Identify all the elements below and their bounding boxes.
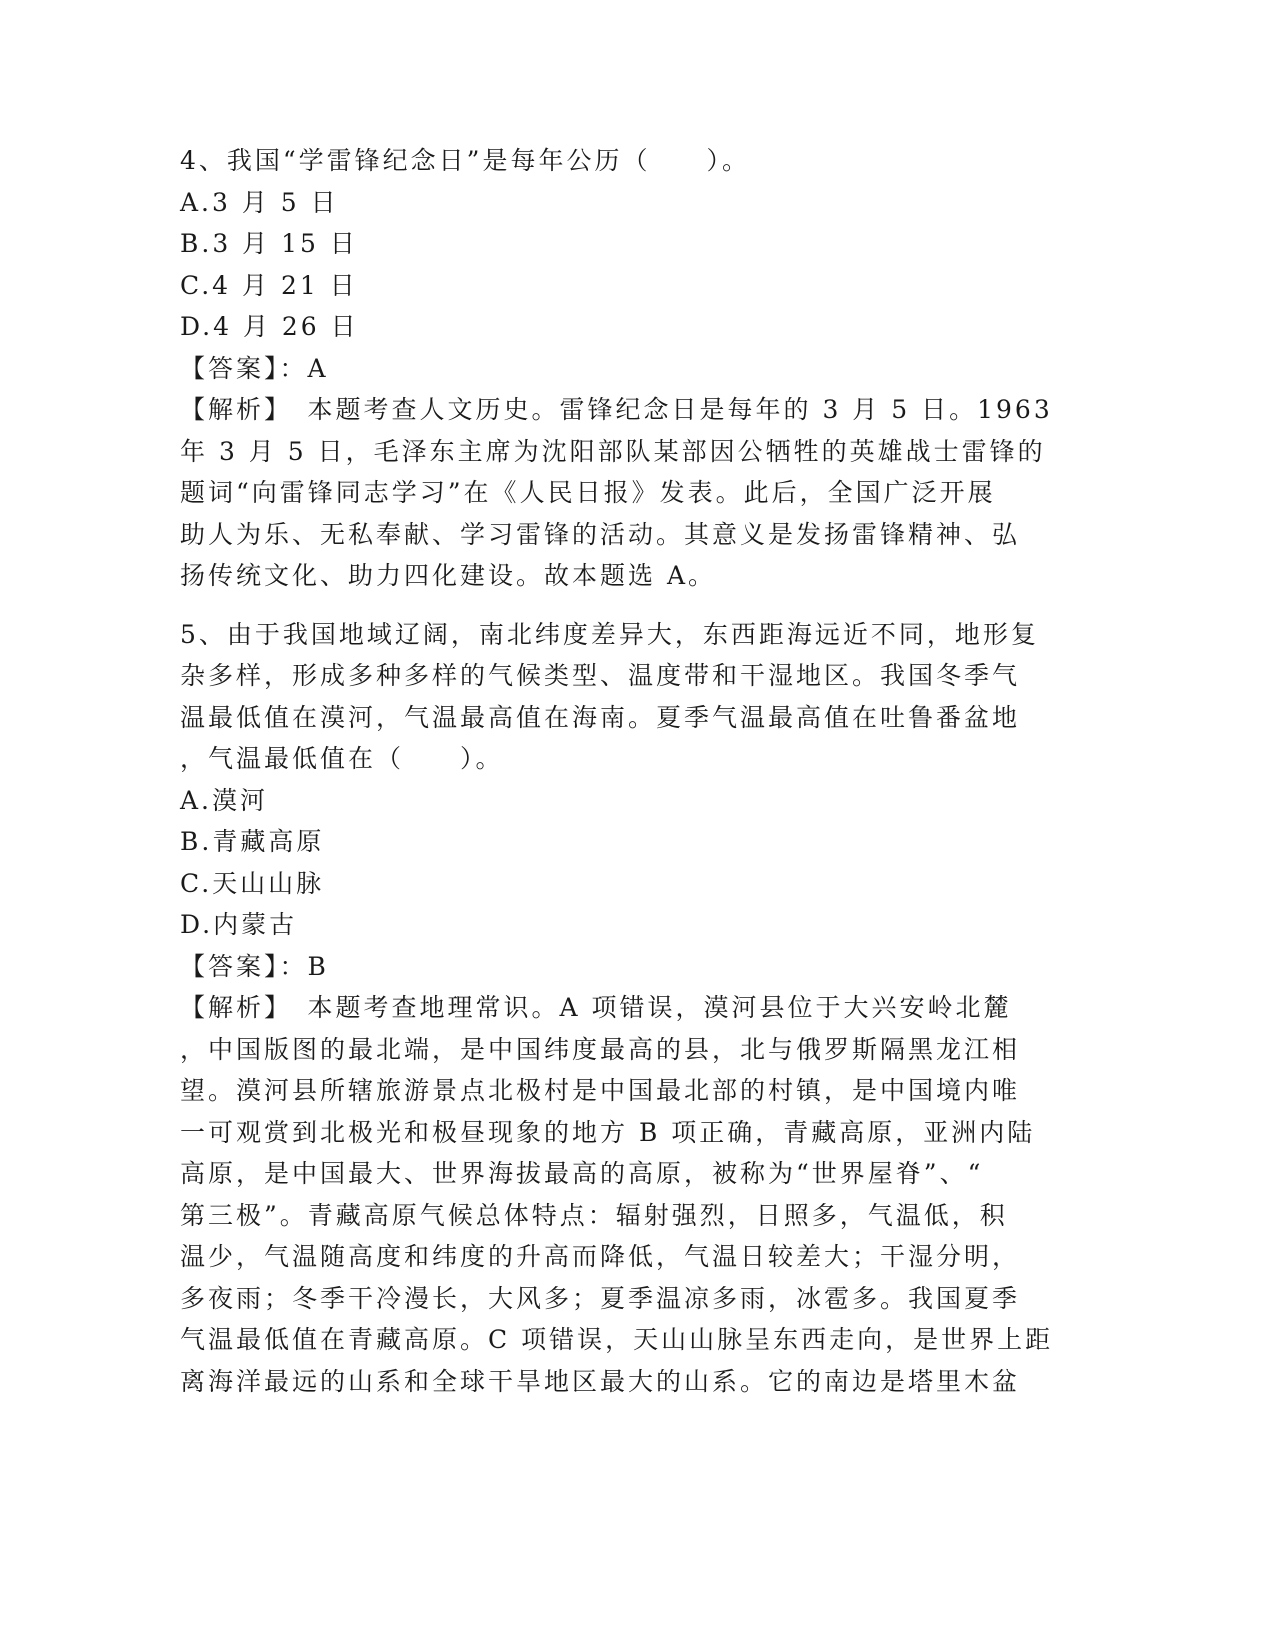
q4-analysis-line: 【解析】 本题考查人文历史。雷锋纪念日是每年的 3 月 5 日。1963 — [180, 395, 1053, 424]
q4-analysis-line: 年 3 月 5 日，毛泽东主席为沈阳部队某部因公牺牲的英雄战士雷锋的 — [180, 437, 1046, 466]
q5-analysis-line: ，中国版图的最北端，是中国纬度最高的县，北与俄罗斯隔黑龙江相 — [180, 1035, 1021, 1064]
q4-option-b: B.3 月 15 日 — [180, 229, 358, 258]
q5-analysis-line: 气温最低值在青藏高原。C 项错误，天山山脉呈东西走向，是世界上距 — [180, 1325, 1054, 1354]
q5-analysis-line: 离海洋最远的山系和全球干旱地区最大的山系。它的南边是塔里木盆 — [180, 1367, 1021, 1396]
q5-analysis-line: 多夜雨；冬季干冷漫长，大风多；夏季温凉多雨，冰雹多。我国夏季 — [180, 1284, 1021, 1313]
q5-stem-line: ，气温最低值在（ ）。 — [180, 744, 504, 773]
q4-answer: 【答案】：A — [180, 354, 329, 383]
q5-analysis-line: 一可观赏到北极光和极昼现象的地方 B 项正确，青藏高原，亚洲内陆 — [180, 1118, 1036, 1147]
q5-analysis-line: 望。漠河县所辖旅游景点北极村是中国最北部的村镇，是中国境内唯 — [180, 1076, 1021, 1105]
q5-option-b: B.青藏高原 — [180, 827, 325, 856]
q5-stem-line: 温最低值在漠河，气温最高值在海南。夏季气温最高值在吐鲁番盆地 — [180, 703, 1021, 732]
q4-analysis-line: 扬传统文化、助力四化建设。故本题选 A。 — [180, 561, 717, 590]
q4-option-c: C.4 月 21 日 — [180, 271, 358, 300]
q5-option-d: D.内蒙古 — [180, 910, 298, 939]
q4-option-a: A.3 月 5 日 — [180, 188, 339, 217]
q5-stem-line: 杂多样，形成多种多样的气候类型、温度带和干湿地区。我国冬季气 — [180, 661, 1021, 690]
q5-stem-line: 5、由于我国地域辽阔，南北纬度差异大，东西距海远近不同，地形复 — [180, 620, 1039, 649]
q4-option-d: D.4 月 26 日 — [180, 312, 359, 341]
q5-analysis-line: 高原，是中国最大、世界海拔最高的高原，被称为“世界屋脊”、“ — [180, 1159, 984, 1188]
q4-stem: 4、我国“学雷锋纪念日”是每年公历（ ）。 — [180, 146, 750, 175]
document-page — [180, 0, 1080, 1650]
q5-analysis-line: 温少，气温随高度和纬度的升高而降低，气温日较差大；干湿分明， — [180, 1242, 1021, 1271]
q5-option-a: A.漠河 — [180, 786, 269, 815]
q5-answer: 【答案】：B — [180, 952, 329, 981]
q5-analysis-line: 第三极”。青藏高原气候总体特点：辐射强烈，日照多，气温低，积 — [180, 1201, 1008, 1230]
q5-analysis-line: 【解析】 本题考查地理常识。A 项错误，漠河县位于大兴安岭北麓 — [180, 993, 1012, 1022]
q4-analysis-line: 助人为乐、无私奉献、学习雷锋的活动。其意义是发扬雷锋精神、弘 — [180, 520, 1021, 549]
q5-option-c: C.天山山脉 — [180, 869, 325, 898]
q4-analysis-line: 题词“向雷锋同志学习”在《人民日报》发表。此后，全国广泛开展 — [180, 478, 996, 507]
